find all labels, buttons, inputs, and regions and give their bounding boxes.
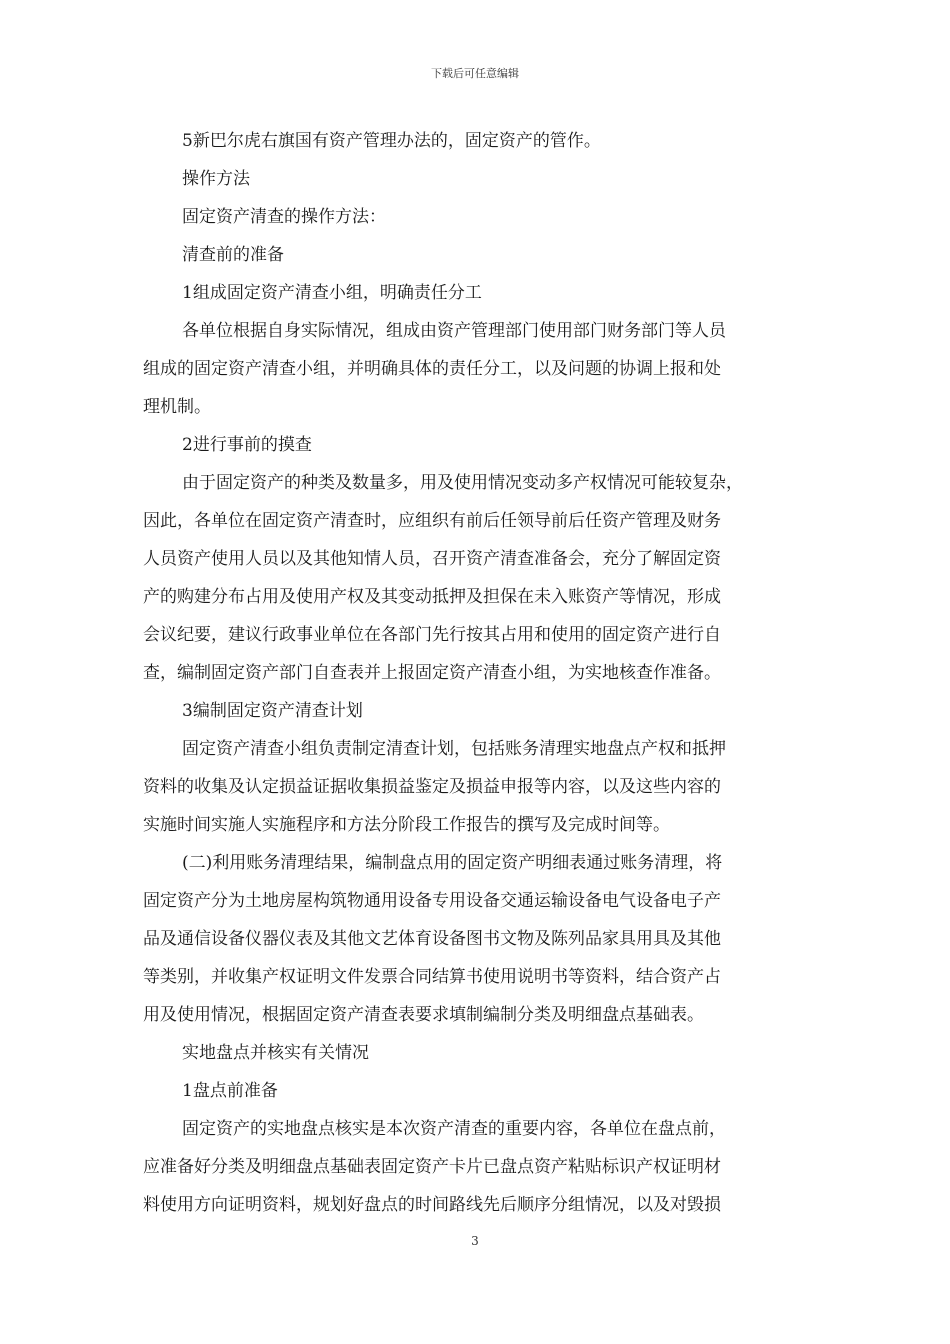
text-line: 组成的固定资产清查小组，并明确具体的责任分工，以及问题的协调上报和处: [143, 359, 721, 379]
text-line: (二)利用账务清理结果，编制盘点用的固定资产明细表通过账务清理，将: [182, 853, 723, 873]
text-line: 由于固定资产的种类及数量多，用及使用情况变动多产权情况可能较复杂，: [182, 473, 743, 493]
page-header: 下载后可任意编辑: [431, 67, 519, 80]
text-line: 查，编制固定资产部门自查表并上报固定资产清查小组，为实地核查作准备。: [143, 663, 721, 683]
section-heading: 操作方法: [182, 169, 250, 189]
section-heading: 固定资产清查的操作方法：: [182, 207, 386, 227]
text-line: 固定资产清查小组负责制定清查计划，包括账务清理实地盘点产权和抵押: [182, 739, 726, 759]
text-line: 等类别，并收集产权证明文件发票合同结算书使用说明书等资料，结合资产占: [143, 967, 721, 987]
subsection-heading: 3编制固定资产清查计划: [182, 701, 363, 721]
document-body: [143, 122, 813, 1224]
text-line: 会议纪要，建议行政事业单位在各部门先行按其占用和使用的固定资产进行自: [143, 625, 721, 645]
text-line: 固定资产分为土地房屋构筑物通用设备专用设备交通运输设备电气设备电子产: [143, 891, 721, 911]
text-line: 因此，各单位在固定资产清查时，应组织有前后任领导前后任资产管理及财务: [143, 511, 721, 531]
subsection-heading: 1盘点前准备: [182, 1081, 278, 1101]
text-line: 用及使用情况，根据固定资产清查表要求填制编制分类及明细盘点基础表。: [143, 1005, 704, 1025]
section-heading: 清查前的准备: [182, 245, 284, 265]
subsection-heading: 1组成固定资产清查小组，明确责任分工: [182, 283, 482, 303]
text-line: 料使用方向证明资料，规划好盘点的时间路线先后顺序分组情况，以及对毁损: [143, 1195, 721, 1215]
text-line: 理机制。: [143, 397, 211, 417]
text-line: 品及通信设备仪器仪表及其他文艺体育设备图书文物及陈列品家具用具及其他: [143, 929, 721, 949]
text-line: 实施时间实施人实施程序和方法分阶段工作报告的撰写及完成时间等。: [143, 815, 670, 835]
text-line: 各单位根据自身实际情况，组成由资产管理部门使用部门财务部门等人员: [182, 321, 726, 341]
subsection-heading: 2进行事前的摸查: [182, 435, 312, 455]
text-line: 应准备好分类及明细盘点基础表固定资产卡片已盘点资产粘贴标识产权证明材: [143, 1157, 721, 1177]
text-line: 人员资产使用人员以及其他知情人员，召开资产清查准备会，充分了解固定资: [143, 549, 721, 569]
page-number: 3: [471, 1234, 479, 1248]
section-heading: 实地盘点并核实有关情况: [182, 1043, 369, 1063]
text-line: 资料的收集及认定损益证据收集损益鉴定及损益申报等内容，以及这些内容的: [143, 777, 721, 797]
text-line: 产的购建分布占用及使用产权及其变动抵押及担保在未入账资产等情况，形成: [143, 587, 721, 607]
text-line: 固定资产的实地盘点核实是本次资产清查的重要内容，各单位在盘点前，: [182, 1119, 726, 1139]
text-line: 5新巴尔虎右旗国有资产管理办法的，固定资产的管作。: [182, 131, 601, 151]
